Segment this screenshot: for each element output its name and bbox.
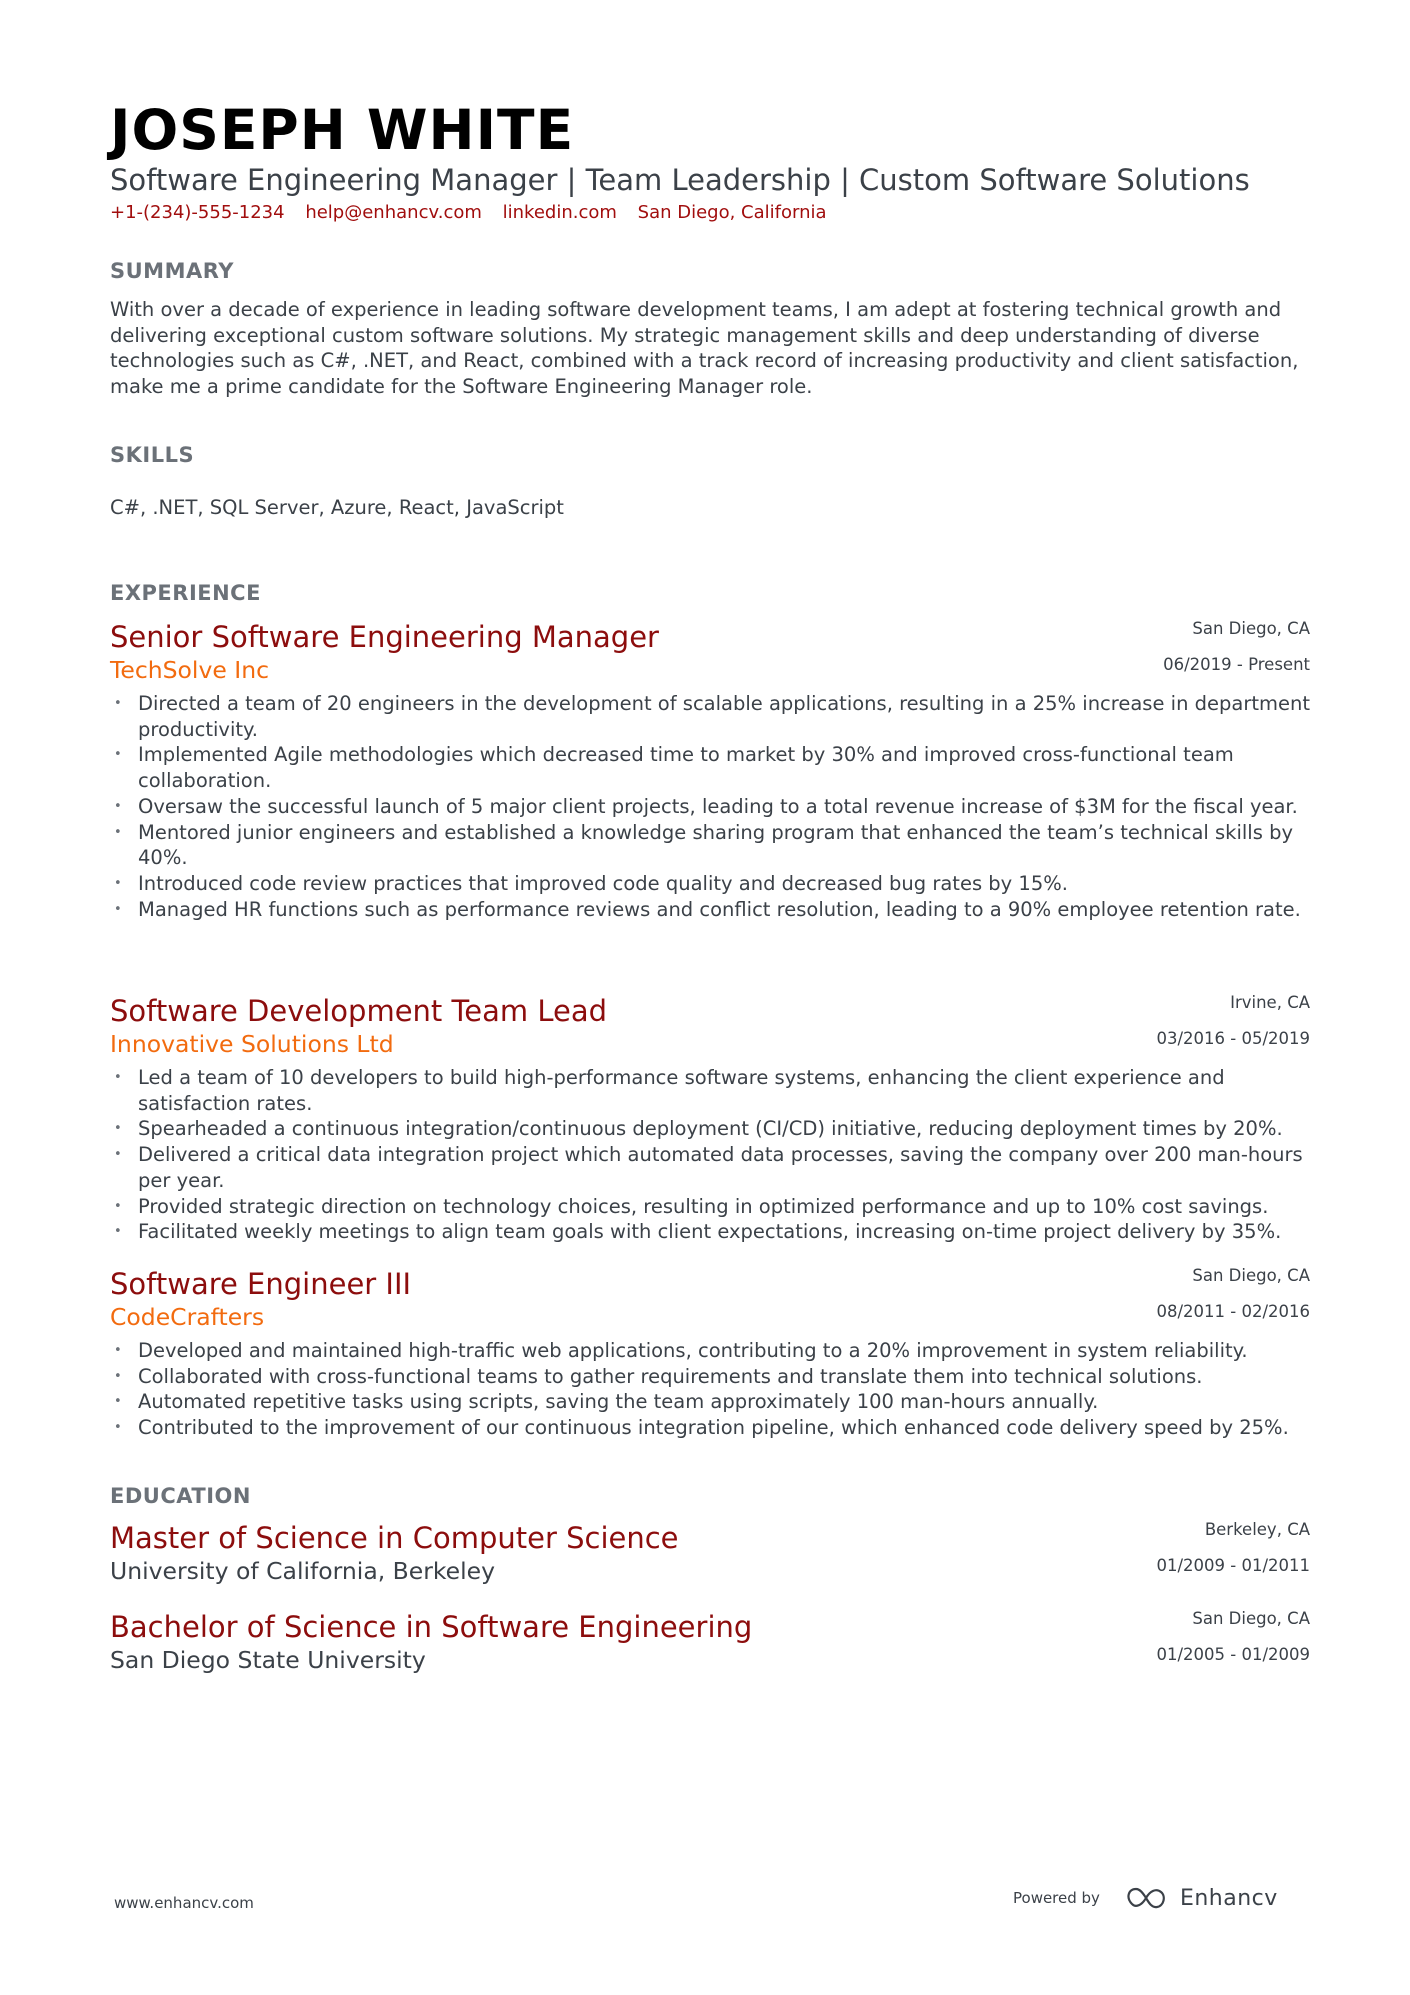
education-entry [110, 1609, 1310, 1674]
summary-text: With over a decade of experience in leading software development teams, I am adept at fostering technical growth and delivering exceptional custom software solutions. My strategic management skills and deep understanding of diverse technologies such as C#, .NET, and React, combined with a track record of increasing productivity and client satisfaction, make me a prime candidate for the Software Engineering Manager role. [110, 298, 1299, 399]
experience-entry [110, 619, 1310, 921]
job-dates: 08/2011 - 02/2016 [1156, 1302, 1310, 1321]
list-item: • Managed HR functions such as performance reviews and conflict resolution, leading to a 90% employee retention rate. [110, 897, 1325, 923]
footer-branding [1013, 1880, 1278, 1916]
list-item: • Mentored junior engineers and established a knowledge sharing program that enhanced the team’s technical skills by 40%. [110, 820, 1325, 871]
job-title: Senior Software Engineering Manager [110, 620, 659, 654]
company-name: TechSolve Inc [110, 656, 270, 684]
job-dates: 03/2016 - 05/2019 [1156, 1029, 1310, 1048]
powered-by-label: Powered by [1013, 1889, 1100, 1907]
skills-heading: SKILLS [110, 443, 195, 467]
list-item: • Oversaw the successful launch of 5 major client projects, leading to a total revenue increase of $3M for the fiscal year. [110, 794, 1325, 820]
list-item: • Delivered a critical data integration project which automated data processes, saving the company over 200 man-hours per year. [110, 1142, 1325, 1193]
list-item: • Spearheaded a continuous integration/continuous deployment (CI/CD) initiative, reducing deployment times by 20%. [110, 1116, 1325, 1142]
list-item: • Facilitated weekly meetings to align team goals with client expectations, increasing on-time project delivery by 35%. [110, 1219, 1325, 1245]
footer-website-link[interactable]: www.enhancv.com [114, 1894, 254, 1912]
list-item: • Provided strategic direction on technology choices, resulting in optimized performance and up to 10% cost savings. [110, 1194, 1325, 1220]
contact-row [110, 200, 842, 226]
headline: Software Engineering Manager | Team Leadership | Custom Software Solutions [110, 163, 1250, 197]
experience-entry [110, 993, 1310, 1244]
candidate-name: JOSEPH WHITE [110, 98, 575, 162]
company-name: CodeCrafters [110, 1303, 265, 1331]
job-dates: 06/2019 - Present [1163, 655, 1310, 674]
school-dates: 01/2009 - 01/2011 [1156, 1556, 1310, 1575]
education-entry [110, 1520, 1310, 1585]
summary-heading: SUMMARY [110, 259, 234, 283]
job-title: Software Development Team Lead [110, 994, 608, 1028]
linkedin-link[interactable]: linkedin.com [502, 202, 617, 223]
job-bullets [110, 1065, 1325, 1245]
list-item: • Led a team of 10 developers to build high-performance software systems, enhancing the client experience and satisfaction rates. [110, 1065, 1325, 1116]
school-location: San Diego, CA [1192, 1609, 1310, 1628]
email-link[interactable]: help@enhancv.com [305, 202, 482, 223]
school-dates: 01/2005 - 01/2009 [1156, 1645, 1310, 1664]
job-location: San Diego, CA [1192, 619, 1310, 638]
list-item: • Contributed to the improvement of our continuous integration pipeline, which enhanced code delivery speed by 25%. [110, 1415, 1325, 1441]
enhancv-logo-icon [1124, 1885, 1168, 1911]
company-name: Innovative Solutions Ltd [110, 1030, 394, 1058]
experience-entry [110, 1266, 1310, 1440]
list-item: • Introduced code review practices that improved code quality and decreased bug rates by 15%. [110, 871, 1325, 897]
degree-title: Master of Science in Computer Science [110, 1521, 679, 1555]
experience-heading: EXPERIENCE [110, 581, 261, 605]
job-location: San Diego, CA [1192, 1266, 1310, 1285]
enhancv-logo-text: Enhancv [1179, 1885, 1278, 1911]
job-location: Irvine, CA [1230, 993, 1310, 1012]
list-item: • Developed and maintained high-traffic web applications, contributing to a 20% improvement in system reliability. [110, 1338, 1325, 1364]
job-bullets [110, 691, 1325, 922]
location-text: San Diego, California [637, 202, 827, 223]
list-item: • Automated repetitive tasks using scripts, saving the team approximately 100 man-hours annually. [110, 1389, 1325, 1415]
school-name: University of California, Berkeley [110, 1557, 496, 1585]
list-item: • Implemented Agile methodologies which decreased time to market by 30% and improved cross-functional team collaboration. [110, 742, 1325, 793]
phone-link[interactable]: +1-(234)-555-1234 [110, 202, 285, 223]
school-name: San Diego State University [110, 1646, 426, 1674]
job-bullets [110, 1338, 1325, 1441]
education-heading: EDUCATION [110, 1484, 251, 1508]
list-item: • Collaborated with cross-functional teams to gather requirements and translate them into technical solutions. [110, 1364, 1325, 1390]
list-item: • Directed a team of 20 engineers in the development of scalable applications, resulting in a 25% increase in department productivity. [110, 691, 1325, 742]
job-title: Software Engineer III [110, 1267, 412, 1301]
degree-title: Bachelor of Science in Software Engineering [110, 1610, 753, 1644]
school-location: Berkeley, CA [1204, 1520, 1310, 1539]
skills-text: C#, .NET, SQL Server, Azure, React, JavaScript [110, 496, 564, 519]
